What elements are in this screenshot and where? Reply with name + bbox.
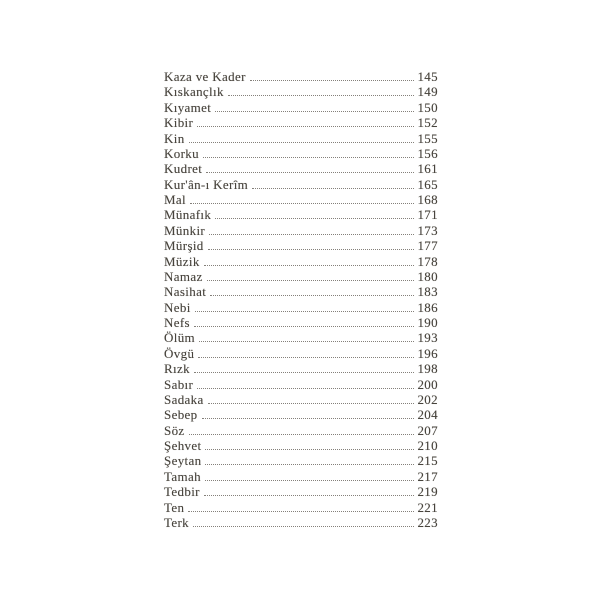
toc-entry-page-number: 193 bbox=[417, 330, 438, 346]
toc-entry-page-number: 178 bbox=[417, 253, 438, 269]
toc-entry bbox=[164, 162, 438, 176]
toc-entry-page-number: 161 bbox=[417, 161, 438, 177]
toc-leader-dots bbox=[199, 341, 414, 342]
toc-entry bbox=[164, 132, 438, 146]
toc-entry bbox=[164, 193, 438, 207]
toc-entry bbox=[164, 116, 438, 130]
toc-entry-page-number: 152 bbox=[417, 115, 438, 131]
toc-leader-dots bbox=[198, 357, 414, 358]
toc-entry bbox=[164, 301, 438, 315]
table-of-contents bbox=[164, 70, 438, 530]
toc-entry-page-number: 223 bbox=[417, 514, 438, 530]
toc-entry-page-number: 200 bbox=[417, 376, 438, 392]
toc-entry-label: Söz bbox=[164, 422, 185, 438]
toc-entry-label: Şeytan bbox=[164, 453, 202, 469]
toc-entry-label: Terk bbox=[164, 514, 190, 530]
toc-entry-label: Tamah bbox=[164, 468, 201, 484]
toc-entry-page-number: 221 bbox=[417, 499, 438, 515]
toc-entry-page-number: 190 bbox=[417, 315, 438, 330]
toc-entry-label: Sabır bbox=[164, 376, 194, 392]
toc-entry bbox=[164, 85, 438, 99]
toc-entry bbox=[164, 255, 438, 269]
toc-entry-page-number: 207 bbox=[417, 422, 438, 438]
toc-entry bbox=[164, 178, 438, 192]
toc-entry-label: Mürşid bbox=[164, 238, 204, 254]
toc-leader-dots bbox=[194, 372, 414, 373]
toc-leader-dots bbox=[193, 526, 414, 527]
toc-leader-dots bbox=[205, 480, 415, 481]
toc-entry bbox=[164, 501, 438, 515]
toc-entry-label: Kıskançlık bbox=[164, 84, 224, 100]
toc-entry bbox=[164, 239, 438, 253]
toc-entry-page-number: 180 bbox=[417, 268, 438, 284]
toc-leader-dots bbox=[205, 464, 414, 465]
toc-entry bbox=[164, 439, 438, 453]
toc-entry-label: Rızk bbox=[164, 361, 190, 377]
toc-entry-label: Kaza ve Kader bbox=[164, 69, 246, 84]
toc-entry bbox=[164, 331, 438, 345]
toc-entry-page-number: 219 bbox=[417, 484, 438, 500]
toc-entry bbox=[164, 393, 438, 407]
toc-entry bbox=[164, 270, 438, 284]
toc-entry bbox=[164, 147, 438, 161]
toc-entry-label: Kin bbox=[164, 130, 185, 146]
toc-entry-page-number: 149 bbox=[417, 84, 438, 100]
toc-leader-dots bbox=[207, 280, 415, 281]
toc-entry-label: Ten bbox=[164, 499, 185, 515]
toc-entry bbox=[164, 378, 438, 392]
toc-entry-label: Tedbir bbox=[164, 484, 200, 500]
toc-leader-dots bbox=[203, 157, 414, 158]
toc-entry-page-number: 155 bbox=[417, 130, 438, 146]
toc-entry-page-number: 198 bbox=[417, 361, 438, 377]
toc-leader-dots bbox=[204, 495, 415, 496]
toc-leader-dots bbox=[194, 326, 414, 327]
toc-entry-label: Kur'ân-ı Kerîm bbox=[164, 176, 249, 192]
toc-entry-label: Müzik bbox=[164, 253, 200, 269]
toc-leader-dots bbox=[189, 434, 415, 435]
toc-leader-dots bbox=[202, 418, 415, 419]
toc-entry-page-number: 215 bbox=[417, 453, 438, 469]
toc-entry-page-number: 168 bbox=[417, 192, 438, 207]
toc-entry-label: Nefs bbox=[164, 315, 190, 330]
toc-entry bbox=[164, 208, 438, 222]
toc-entry-page-number: 217 bbox=[417, 468, 438, 484]
toc-entry bbox=[164, 224, 438, 238]
toc-leader-dots bbox=[197, 388, 414, 389]
toc-leader-dots bbox=[190, 203, 414, 204]
toc-leader-dots bbox=[215, 111, 414, 112]
toc-leader-dots bbox=[197, 126, 414, 127]
toc-leader-dots bbox=[209, 234, 414, 235]
toc-entry-label: Kıyamet bbox=[164, 99, 212, 115]
toc-entry-page-number: 156 bbox=[417, 145, 438, 161]
toc-entry-label: Sadaka bbox=[164, 391, 204, 407]
toc-entry-page-number: 210 bbox=[417, 438, 438, 453]
toc-entry bbox=[164, 408, 438, 422]
toc-entry-label: Kibir bbox=[164, 115, 194, 131]
toc-entry-label: Münkir bbox=[164, 222, 206, 238]
toc-entry-page-number: 171 bbox=[417, 207, 438, 223]
toc-entry bbox=[164, 516, 438, 530]
toc-entry-label: Şehvet bbox=[164, 438, 202, 453]
toc-entry-page-number: 186 bbox=[417, 299, 438, 315]
toc-entry-page-number: 177 bbox=[417, 238, 438, 254]
toc-leader-dots bbox=[228, 95, 415, 96]
toc-leader-dots bbox=[210, 295, 414, 296]
toc-leader-dots bbox=[205, 449, 414, 450]
toc-entry bbox=[164, 454, 438, 468]
toc-entry-label: Mal bbox=[164, 192, 186, 207]
toc-entry bbox=[164, 347, 438, 361]
toc-entry-label: Korku bbox=[164, 145, 199, 161]
toc-entry bbox=[164, 470, 438, 484]
toc-entry bbox=[164, 101, 438, 115]
toc-entry-label: Sebep bbox=[164, 407, 198, 423]
toc-entry-label: Övgü bbox=[164, 345, 195, 361]
toc-entry-label: Nasihat bbox=[164, 284, 207, 300]
toc-leader-dots bbox=[208, 403, 415, 404]
toc-entry-label: Namaz bbox=[164, 268, 203, 284]
toc-leader-dots bbox=[250, 80, 415, 81]
toc-entry-page-number: 202 bbox=[417, 391, 438, 407]
toc-leader-dots bbox=[206, 172, 414, 173]
toc-entry bbox=[164, 485, 438, 499]
toc-entry-page-number: 183 bbox=[417, 284, 438, 300]
toc-leader-dots bbox=[189, 142, 415, 143]
toc-entry bbox=[164, 316, 438, 330]
toc-entry-page-number: 196 bbox=[417, 345, 438, 361]
toc-leader-dots bbox=[204, 265, 415, 266]
toc-leader-dots bbox=[208, 249, 415, 250]
toc-entry-page-number: 145 bbox=[417, 69, 438, 84]
toc-entry bbox=[164, 362, 438, 376]
toc-entry-page-number: 150 bbox=[417, 99, 438, 115]
toc-entry-page-number: 165 bbox=[417, 176, 438, 192]
toc-leader-dots bbox=[188, 511, 414, 512]
toc-leader-dots bbox=[215, 218, 414, 219]
toc-entry-label: Kudret bbox=[164, 161, 203, 177]
toc-leader-dots bbox=[252, 188, 414, 189]
toc-entry-page-number: 204 bbox=[417, 407, 438, 423]
toc-entry-label: Münafık bbox=[164, 207, 212, 223]
toc-leader-dots bbox=[195, 311, 415, 312]
toc-entry-page-number: 173 bbox=[417, 222, 438, 238]
toc-entry-label: Nebi bbox=[164, 299, 191, 315]
toc-entry bbox=[164, 424, 438, 438]
toc-entry bbox=[164, 70, 438, 84]
toc-entry-label: Ölüm bbox=[164, 330, 196, 346]
toc-entry bbox=[164, 285, 438, 299]
